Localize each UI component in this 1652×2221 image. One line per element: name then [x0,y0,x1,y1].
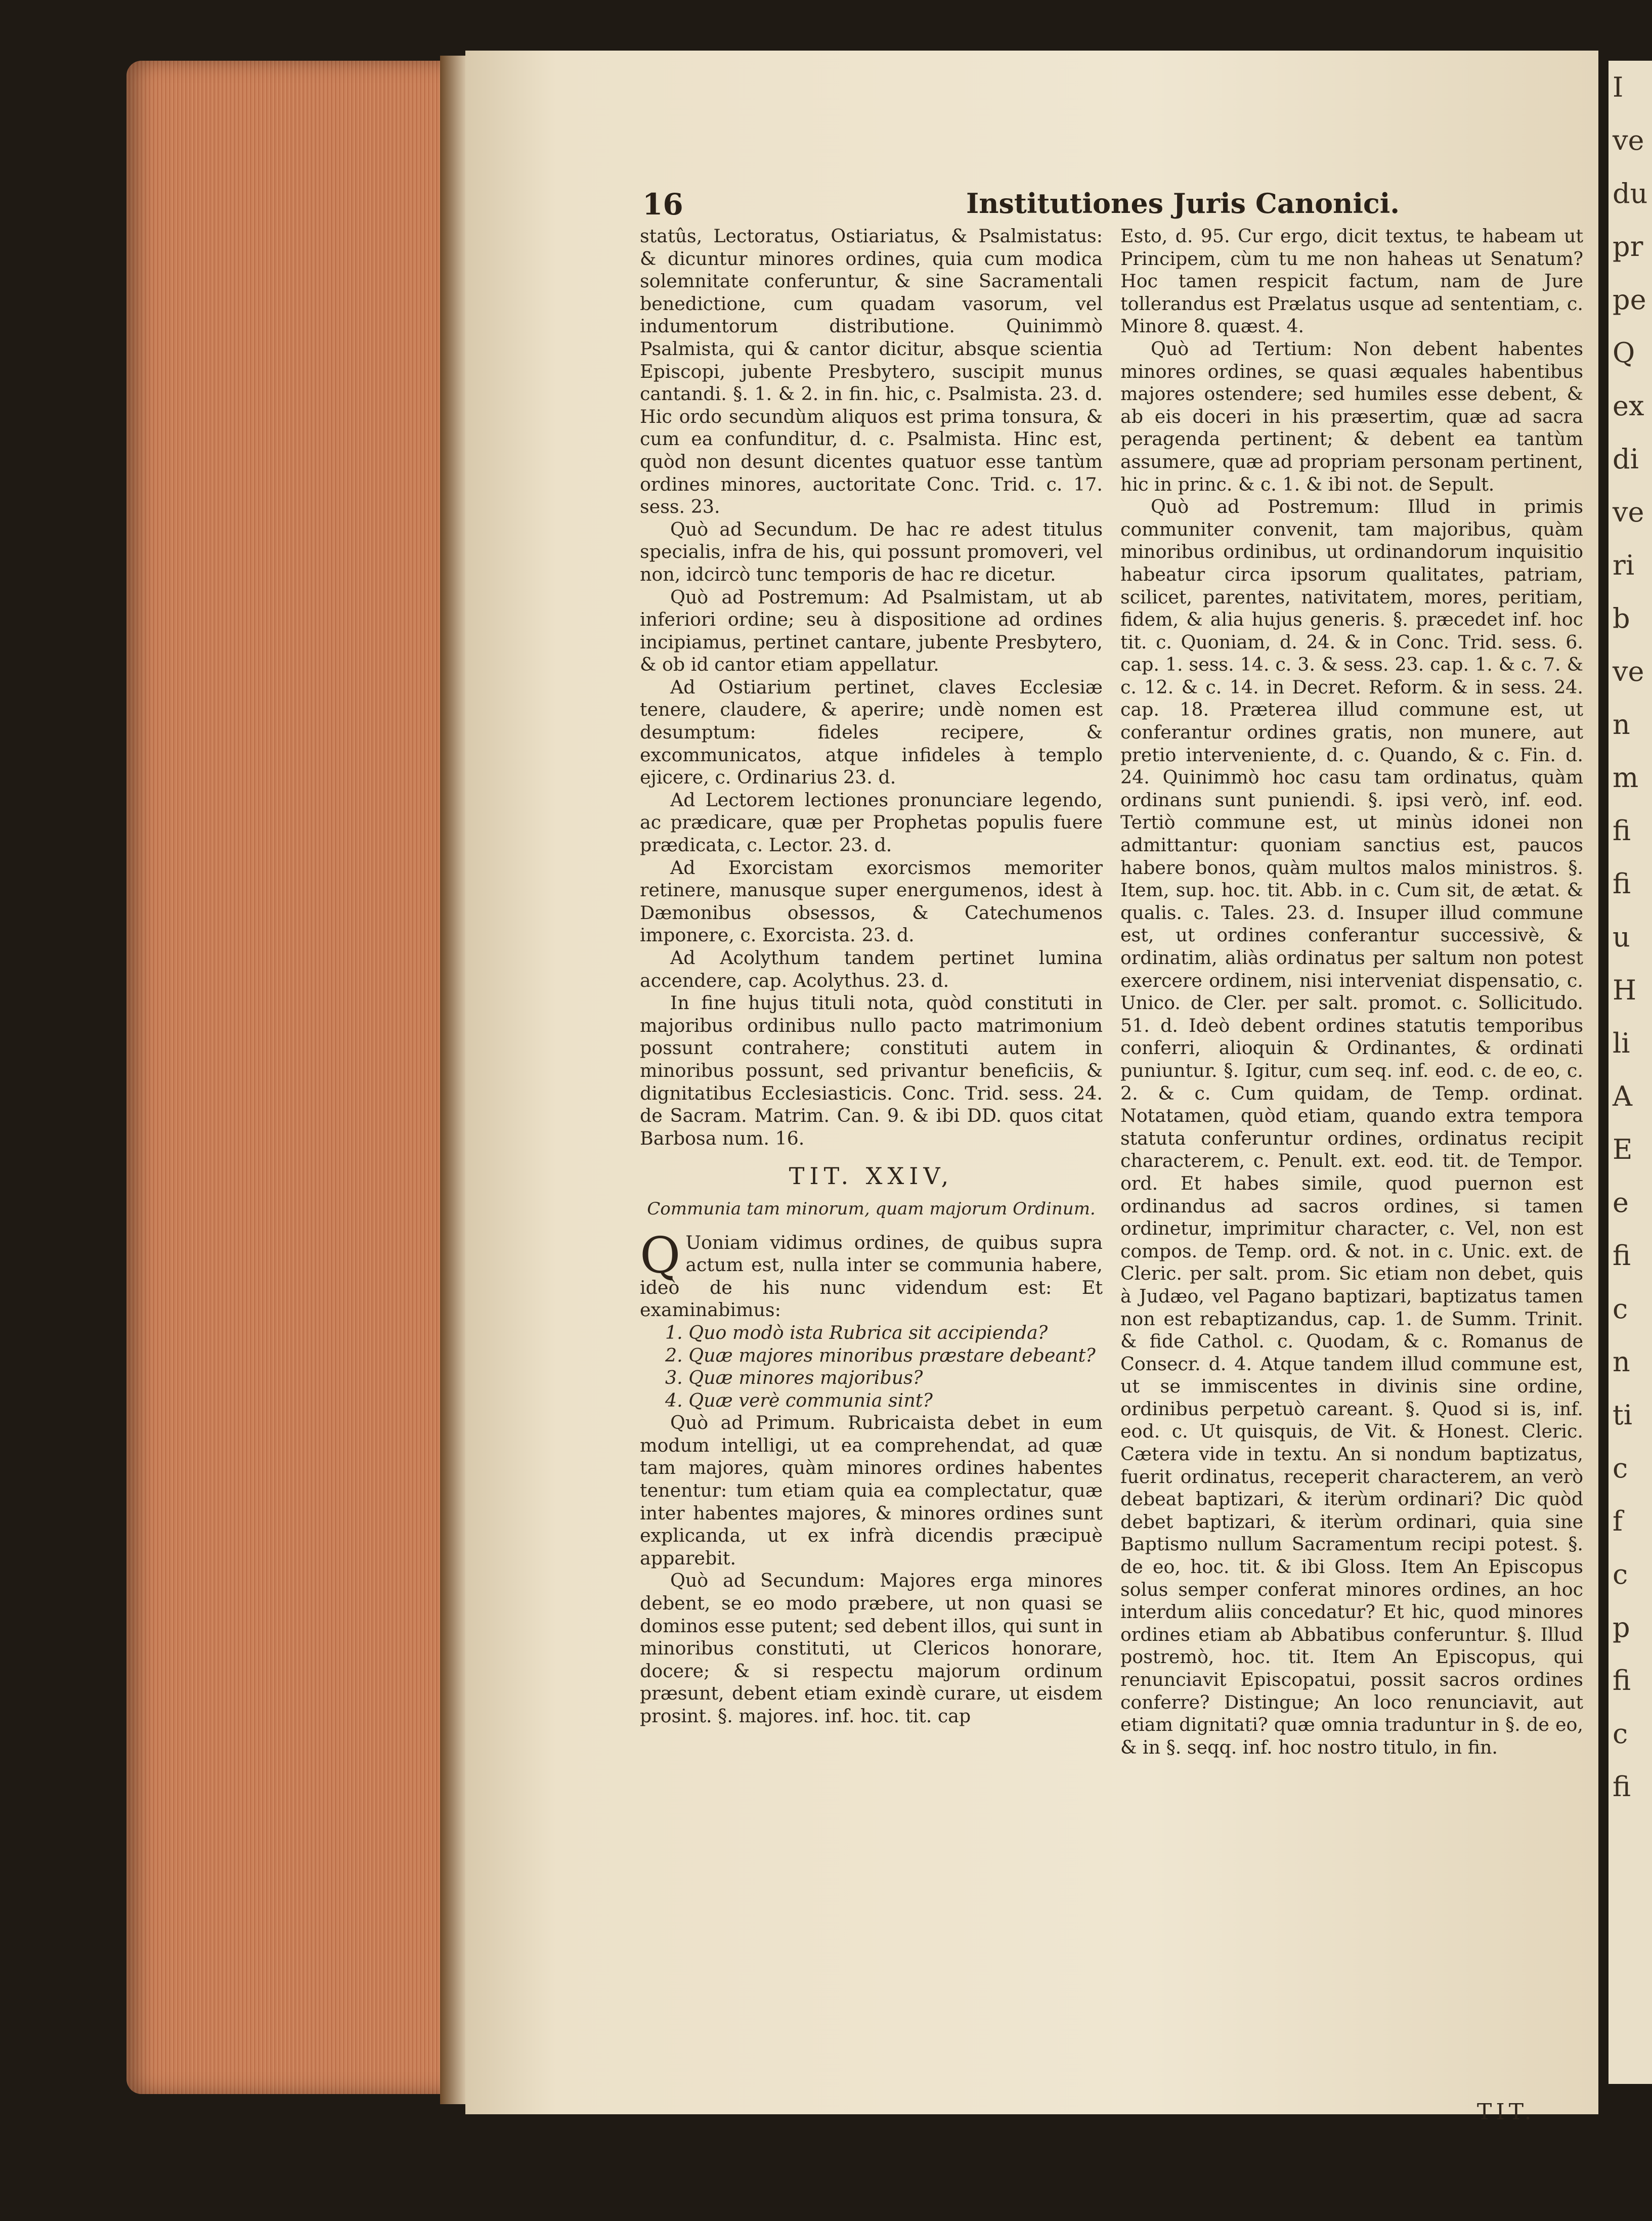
paragraph: Quò ad Primum. Rubricaista debet in eum modum intelligi, ut ea comprehendat, ad quæ tam majores, quàm minores ordines habentes tenentur: tum etiam quia ea complectatur, quæ inter habentes majores, & minores ordines sunt explicanda, ut ex infrà dicendis præcipuè apparebit. [640,1412,1103,1569]
paragraph: Ad Acolythum tandem pertinet lumina accendere, cap. Acolythus. 23. d. [640,947,1103,991]
paragraph: Quò ad Secundum: Majores erga minores debent, se eo modo præbere, ut non quasi se dominos esse putent; sed debent illos, qui sunt in minoribus constituti, ut Clericos honorare, docere; & si respectu majorum ordinum præsunt, debent etiam exindè curare, ut eisdem prosint. §. majores. inf. hoc. tit. cap [640,1570,1103,1727]
intro-paragraph [640,1227,1103,1322]
question-item: 1. Quo modò ista Rubrica sit accipienda? [665,1321,1048,1343]
facing-page-edge [1608,61,1652,2084]
facing-page-fragment: e [1613,1187,1629,1218]
facing-page-fragment: di [1613,443,1639,475]
paragraph: Ad Exorcistam exorcismos memoriter retinere, manusque super energumenos, idest à Dæmonibus obsessos, & Catechumenos imponere, c. Exorcista. 23. d. [640,856,1103,946]
facing-page-fragment: n [1613,1346,1630,1378]
right-column [1120,225,1583,1759]
question-item: 2. Quæ majores minoribus præstare debeant? [665,1344,1096,1366]
facing-page-fragment: fi [1613,815,1631,847]
facing-page-fragment: fi [1613,1771,1631,1803]
title-subtitle: Communia tam minorum, quam majorum Ordinum. [647,1198,1096,1219]
facing-page-fragment: li [1613,1027,1630,1059]
paragraph: Quò ad Postremum: Illud in primis communiter convenit, tam majoribus, quàm minoribus ordinibus, ut ordinandorum inquisitio habeatur circa ipsorum qualitates, patriam, scilicet, parentes, nativitatem, mores, peritiam, fidem, & alia hujus generis. §. præcedet inf. hoc tit. c. Quoniam, d. 24. & in Conc. Trid. sess. 6. cap. 1. sess. 14. c. 3. & sess. 23. cap. 1. & c. 7. & c. 12. & c. 14. in Decret. Reform. & in sess. 24. cap. 18. Præterea illud commune est, ut conferantur ordines gratis, non munere, aut pretio interveniente, d. c. Quando, & c. Fin. d. 24. Quinimmò hoc casu tam ordinatus, quàm ordinans sunt puniendi. §. ipsi verò, inf. eod. Tertiò commune est, ut minùs idonei non admittantur: quoniam sanctius est, paucos habere bonos, quàm multos malos ministros. §. Item, sup. hoc. tit. Abb. in c. Cum sit, de ætat. & qualis. c. Tales. 23. d. Insuper illud commune est, ut ordines conferantur successivè, & ordinatim, aliàs ordinatus per saltum non potest exercere ordinem, nisi interveniat dispensatio, c. Unico. de Cler. per salt. promot. c. Sollicitudo. 51. d. Ideò debent ordines statutis temporibus conferri, alioquin & Ordinantes, & ordinati puniuntur. §. Igitur, cum seq. inf. eod. c. de eo, c. 2. & c. Cum quidam, de Temp. ordinat. Notatamen, quòd etiam, quando extra tempora statuta conferuntur ordines, ordinatus recipit characterem, c. Penult. ext. eod. tit. de Tempor. ord. Et habes simile, quod puernon est ordinandus ad sacros ordines, si tamen ordinetur, imprimitur character, c. Vel, non est compos. de Temp. ord. & not. in c. Unic. ext. de Cleric. per salt. prom. Sic etiam non debet, quis à Judæo, vel Pagano baptizari, baptizatus tamen non est rebaptizandus, cap. 1. de Summ. Trinit. & fide Cathol. c. Quodam, & c. Romanus de Consecr. d. 4. Atque tandem illud commune est, ut se immiscentes in divinis sine ordine, ordinibus perpetuò careant. §. Quod si is, inf. eod. c. Ut quisquis, de Vit. & Honest. Cleric. Cætera vide in textu. An si nondum baptizatus, fuerit ordinatus, receperit characterem, an verò debeat baptizari, & iterùm ordinari? Dic quòd debet baptizari, & iterùm ordinari, quia sine Baptismo nullum Sacramentum recipi potest. §. de eo, hoc. tit. & ibi Gloss. Item An Episcopus solus semper conferat minores ordines, an hoc interdum aliis concedatur? Et hic, quod minores ordines etiam ab Abbatibus conferuntur. §. Illud postremò, hoc. tit. Item An Episcopus, qui renunciavit Episcopatui, possit sacros ordines conferre? Distingue; An loco renunciavit, aut etiam dignitati? quæ omnia traduntur in §. de eo, & in §. seqq. inf. hoc nostro titulo, in fin. [1120,496,1583,1758]
catchword: TIT. [1477,2099,1536,2125]
facing-page-fragment: ex [1613,390,1644,422]
paragraph: In fine hujus tituli nota, quòd constituti in majoribus ordinibus nullo pacto matrimonium possunt contrahere; constituti autem in minoribus possunt, sed privantur beneficiis, & dignitatibus Ecclesiasticis. Conc. Trid. sess. 24. de Sacram. Matrim. Can. 9. & ibi DD. quos citat Barbosa num. 16. [640,992,1103,1149]
drop-cap: Q [640,1227,681,1285]
facing-page-fragment: H [1613,974,1637,1006]
facing-page-fragment: du [1613,178,1648,209]
facing-page-fragment: fi [1613,1240,1631,1272]
question-item: 4. Quæ verè communia sint? [665,1389,933,1411]
facing-page-fragment: ri [1613,549,1635,581]
intro-text: Uoniam vidimus ordines, de quibus supra actum est, nulla inter se communia habere, ideò de his nunc videndum est: Et examinabimus: [640,1231,1103,1321]
facing-page-fragment: m [1613,762,1639,794]
facing-page-fragment: A [1613,1080,1632,1112]
facing-page-fragment: ve [1613,124,1644,156]
facing-page-fragment: ti [1613,1399,1632,1431]
facing-page-fragment: u [1613,921,1630,953]
question-item: 3. Quæ minores majoribus? [665,1367,923,1389]
paragraph: Esto, d. 95. Cur ergo, dicit textus, te habeam ut Principem, cùm tu me non haheas ut Senatum? Hoc tamen respicit factum, nam de Jure tollerandus est Prælatus usque ad sententiam, c. Minore 8. quæst. 4. [1120,225,1583,337]
page-header [642,187,1400,223]
facing-page-fragment: pe [1613,284,1646,316]
facing-page-fragment: c [1613,1718,1628,1750]
facing-page-fragment: c [1613,1452,1628,1484]
facing-page-fragment: I [1613,71,1624,103]
paragraph: Quò ad Tertium: Non debent habentes minores ordines, se quasi æquales habentibus majores ostendere; sed humiles esse debent, & ab eis doceri in his præsertim, quæ ad sacra peragenda pertinent; & debent ea tantùm assumere, quæ ad propriam personam pertinent, hic in princ. & c. 1. & ibi not. de Sepult. [1120,337,1583,495]
facing-page-fragment: f [1613,1505,1623,1537]
facing-page-fragment: c [1613,1558,1628,1590]
paragraph: Ad Lectorem lectiones pronunciare legendo, ac prædicare, quæ per Prophetas populis fuere prædicata, c. Lector. 23. d. [640,789,1103,856]
paragraph: Ad Ostiarium pertinet, claves Ecclesiæ tenere, claudere, & aperire; undè nomen est desumptum: fideles recipere, & excommunicatos, atque infideles à templo ejicere, c. Ordinarius 23. d. [640,676,1103,789]
running-title: Institutiones Juris Canonici. [966,187,1400,220]
left-column [640,225,1103,1728]
paragraph: Quò ad Secundum. De hac re adest titulus specialis, infra de his, qui possunt promoveri, vel non, idcircò tunc temporis de hac re dicetur. [640,518,1103,585]
facing-page-fragment: fi [1613,1665,1631,1696]
facing-page-fragment: fi [1613,868,1631,900]
book-page-edge [126,61,460,2094]
facing-page-fragment: ve [1613,496,1644,528]
facing-page-fragment: Q [1613,337,1635,369]
paragraph: statûs, Lectoratus, Ostiariatus, & Psalmistatus: & dicuntur minores ordines, quia cum modica solemnitate conferuntur, & sine Sacramentali benedictione, cum quadam vasorum, vel indumentorum distributione. Quinimmò Psalmista, qui & cantor dicitur, absque scientia Episcopi, jubente Presbytero, suscipit munus cantandi. §. 1. & 2. in fin. hic, c. Psalmista. 23. d. Hic ordo secundùm aliquos est prima tonsura, & cum ea confunditur, d. c. Psalmista. Hinc est, quòd non desunt dicentes quatuor esse tantùm ordines minores, auctoritate Conc. Trid. c. 17. sess. 23. [640,225,1103,518]
facing-page-fragment: E [1613,1134,1633,1165]
facing-page-fragment: ve [1613,656,1644,687]
facing-page-fragment: p [1613,1612,1630,1643]
paragraph: Quò ad Postremum: Ad Psalmistam, ut ab inferiori ordine; seu à dispositione ad ordines incipiamus, pertinet cantare, jubente Presbytero, & ob id cantor etiam appellatur. [640,586,1103,676]
facing-page-fragment: b [1613,602,1630,634]
facing-page-fragment: n [1613,709,1630,741]
facing-page-fragment: c [1613,1293,1628,1325]
facing-page-fragment: pr [1613,231,1643,263]
page-number: 16 [642,187,683,222]
title-heading: TIT. XXIV, [789,1162,954,1190]
